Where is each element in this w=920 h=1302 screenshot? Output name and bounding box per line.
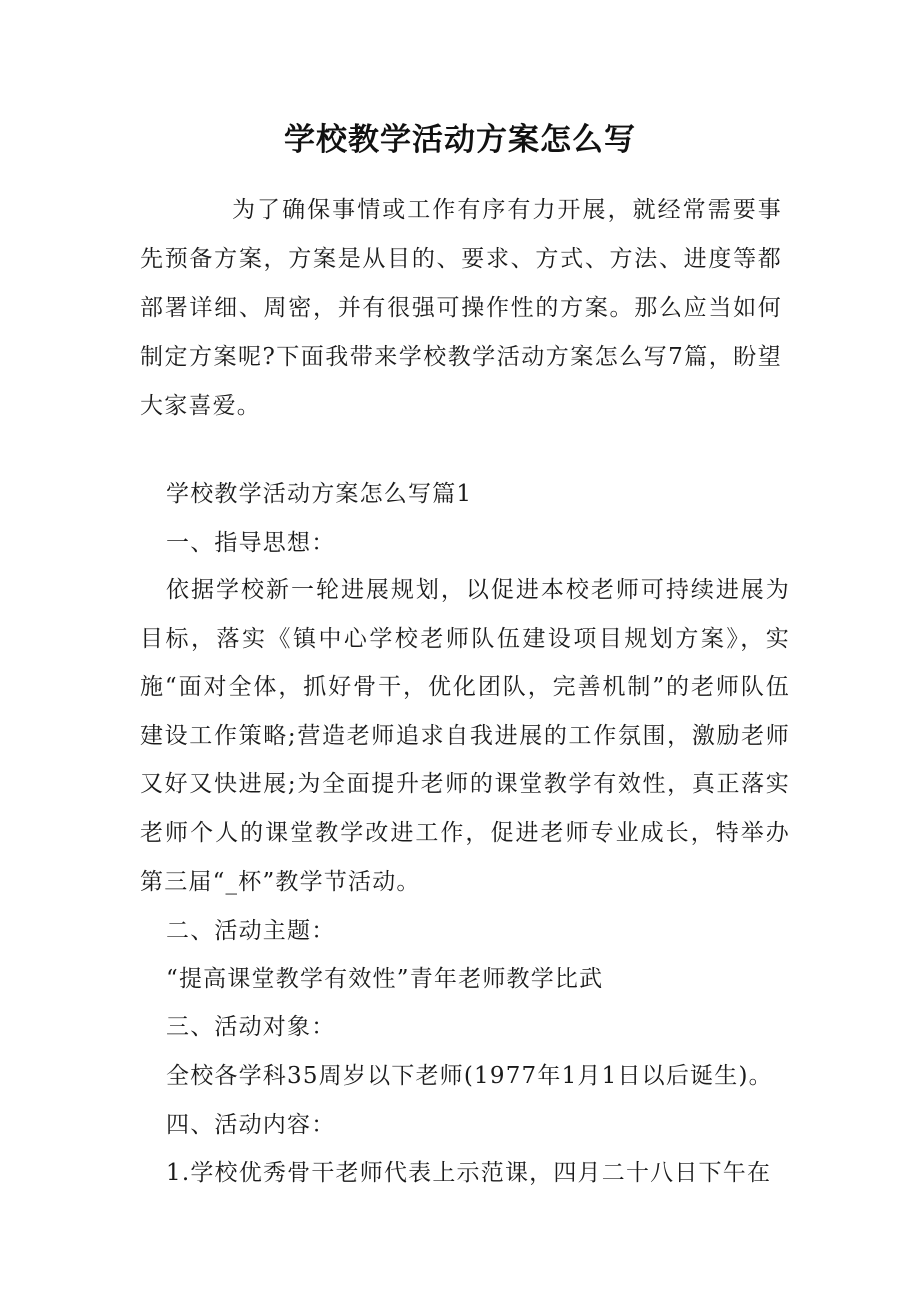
document-title: 学校教学活动方案怎么写	[284, 122, 636, 158]
item3-body: 全校各学科35周岁以下老师(1977年1月1日以后诞生)。	[166, 1063, 773, 1089]
item1-body: 依据学校新一轮进展规划，以促进本校老师可持续进展为目标，落实《镇中心学校老师队伍建设项目规划方案》，实施“面对全体，抓好骨干，优化团队，完善机制”的老师队伍建设工作策略;营造老师追求自我进展的工作氛围，激励老师又好又快进展;为全面提升老师的课堂教学有效性，真正落实老师个人的课堂教学改进工作，促进老师专业成长，特举办第三届“_杯”教学节活动。	[140, 577, 790, 895]
item2-heading: 二、活动主题：	[166, 918, 336, 944]
intro-paragraph: 为了确保事情或工作有序有力开展，就经常需要事先预备方案，方案是从目的、要求、方式、方法、进度等都部署详细、周密，并有很强可操作性的方案。那么应当如何制定方案呢?下面我带来学校教学活动方案怎么写7篇，盼望大家喜爱。	[140, 197, 782, 419]
item3-heading: 三、活动对象：	[166, 1014, 336, 1040]
item1-heading: 一、指导思想：	[166, 530, 336, 556]
item2-body: “提高课堂教学有效性”青年老师教学比武	[166, 966, 604, 992]
section-heading: 学校教学活动方案怎么写篇1	[166, 481, 473, 507]
item4-point1: 1.学校优秀骨干老师代表上示范课，四月二十八日下午在	[166, 1160, 772, 1186]
item4-heading: 四、活动内容：	[166, 1112, 336, 1138]
